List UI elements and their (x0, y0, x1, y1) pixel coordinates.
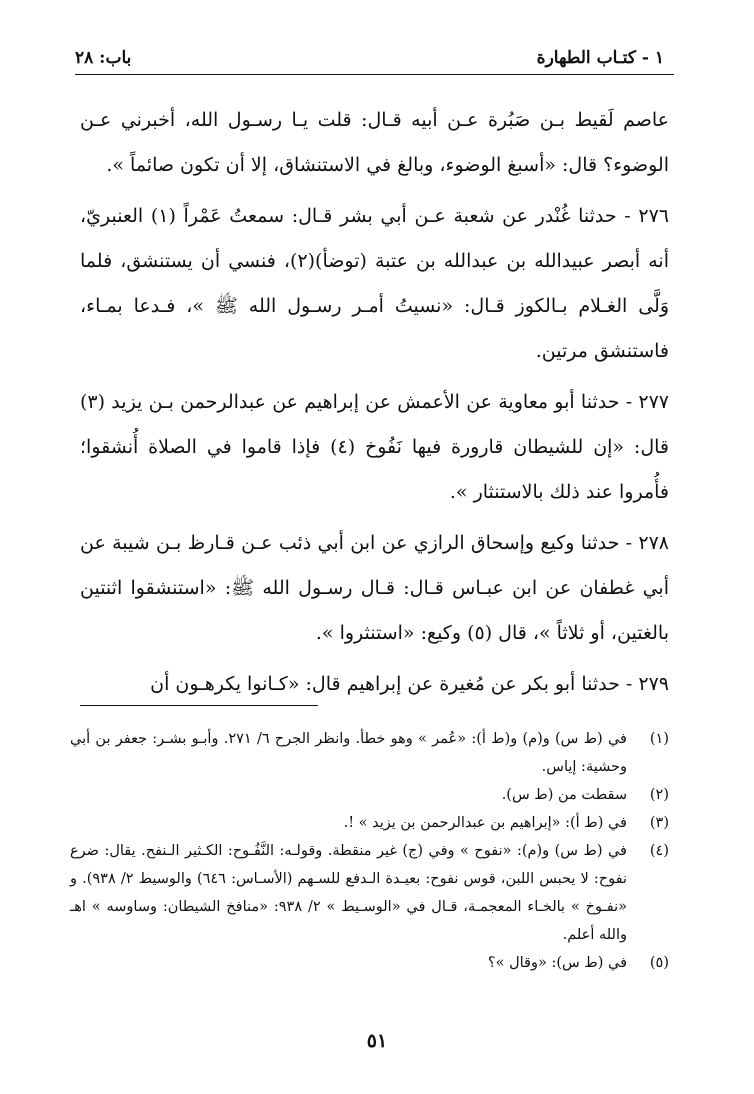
footnote-number: (٢) (649, 787, 669, 803)
footnote-number: (٤) (649, 843, 669, 859)
footnotes (70, 725, 669, 977)
footnote-number: (٣) (649, 815, 669, 831)
paragraph: ٢٧٨ - حدثنا وكيع وإسحاق الرازي عن ابن أبي ذئب عـن قـارظ بـن شيبة عن أبي غطفان عن ابن عبـاس قـال: قـال رسـول الله ﷺ: «استنشقوا اثنتين بالغتين، أو ثلاثاً »، قال (٥) وكيع: «استنثروا ». (80, 532, 669, 644)
footnote (70, 781, 669, 809)
page-number: ٥١ (366, 1030, 388, 1052)
main-text (80, 98, 669, 713)
paragraph: ٢٧٦ - حدثنا غُنْدر عن شعبة عـن أبي بشر قـال: سمعتُ عَمْراً (١) العنبريّ، أنه أبصر عبيدالله بن عبدالله بن عتبة (توضأ)(٢)، فنسي أن يستنشق، فلما وَلَّى الغـلام بـالكوز قـال: «نسيتُ أمـر رسـول الله ﷺ »، فـدعا بمـاء، فاستنشق مرتين. (80, 205, 670, 362)
footnote-text: في (ط س) و(م): «نفوح » وفي (ج) غير منقطة. وقولـه: النَّفُـوح: الكـثير الـنفح. يقال: ضرع نفوح: لا يحبس اللبن، قوس نفوح: بعيـدة الـدفع للسـهم (الأسـاس: ٦٤٦) والوسيط ٢/ ٩٣٨). و «نفـوخ » بالخـاء المعجمـة، قـال في «الوسـيط » ٢/ ٩٣٨: «منافخ الشيطان: وساوسه » اهـ والله أعلم. (70, 843, 628, 943)
footnote-text: في (ط س) و(م) و(ط أ): «عُمر » وهو خطأ. وانظر الجرح ٦/ ٢٧١. وأبـو بشـر: جعفر بن أبي وحشية: إياس. (70, 731, 627, 775)
paragraph: عاصم لَقيط بـن صَبُرة عـن أبيه قـال: قلت يـا رسـول الله، أخبرني عـن الوضوء؟ قال: «أسبغ الوضوء، وبالغ في الاستنشاق، إلا أن تكون صائماً ». (80, 109, 669, 176)
paragraph: ٢٧٩ - حدثنا أبو بكر عن مُغيرة عن إبراهيم قال: «كـانوا يكرهـون أن (150, 673, 669, 695)
footnote (70, 725, 669, 781)
footnote-number: (٥) (649, 955, 669, 971)
footnote-rule (80, 705, 318, 706)
footnote-text: في (ط س): «وقال »؟ (487, 955, 627, 971)
footnote (70, 809, 669, 837)
chapter-title: ١ - كتـاب الطهارة (536, 48, 664, 68)
paragraph: ٢٧٧ - حدثنا أبو معاوية عن الأعمش عن إبراهيم عن عبدالرحمن بـن يزيد (٣) قال: «إن للشيطان قارورة فيها نَفُوخ (٤) فإذا قاموا في الصلاة أُنشقوا؛ فأُمروا عند ذلك بالاستنثار ». (80, 391, 669, 503)
footnote-text: سقطت من (ط س). (501, 787, 627, 803)
section-label: باب: ٢٨ (75, 48, 132, 68)
footnote-text: في (ط أ): «إبراهيم بن عبدالرحمن بن يزيد » !. (343, 815, 627, 831)
footnote (70, 837, 669, 949)
running-head (75, 38, 664, 68)
footnote (70, 949, 669, 977)
header-rule (75, 74, 674, 75)
footnote-number: (١) (649, 731, 669, 747)
